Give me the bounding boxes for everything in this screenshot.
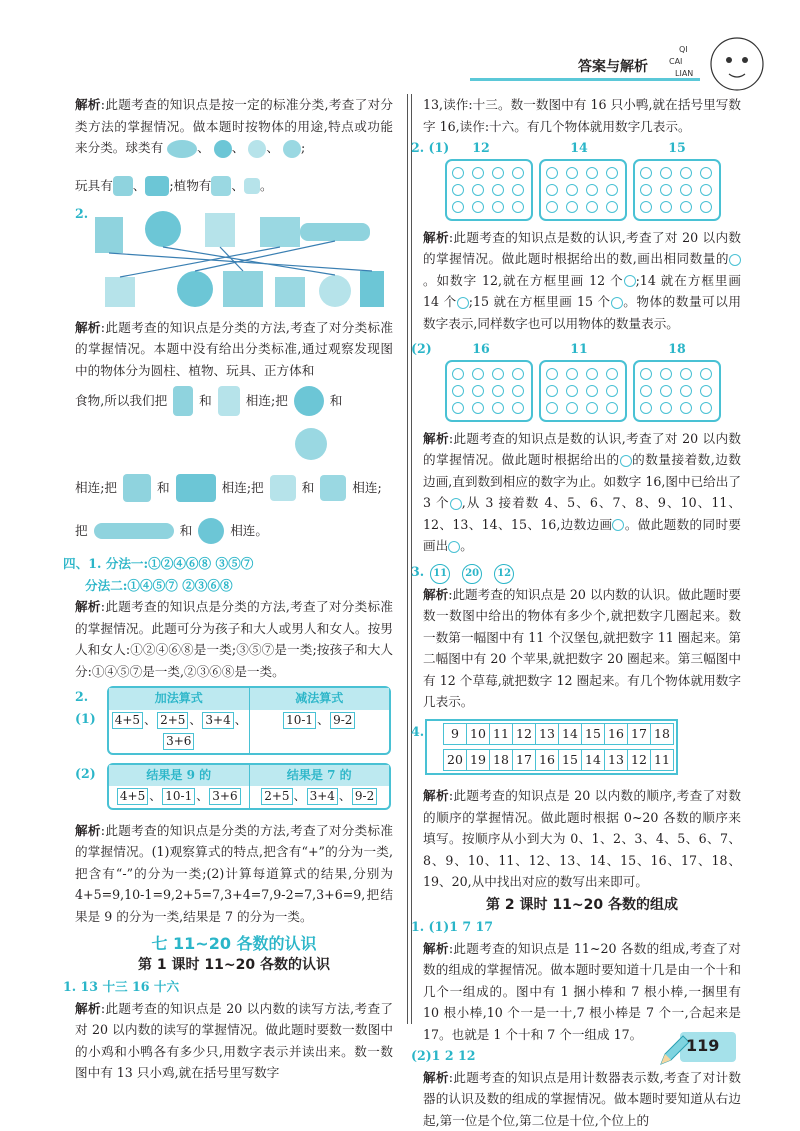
circle-mark xyxy=(512,184,524,196)
circle-mark xyxy=(680,402,692,414)
header-title: 答案与解析 xyxy=(578,56,648,76)
plant-icon xyxy=(211,176,231,196)
circle-mark xyxy=(640,402,652,414)
circle-mark xyxy=(606,385,618,397)
analysis-paragraph: 解析:此题考查的知识点是数的认识,考查了对 20 以内数的掌握情况。做此题时根据给出的 的数量接着数,边数边画,直到数到相应的数字为止。如数字 16,图中已给出了 3 个 ,从 3 接着数 4、5、6、7、8、9、10、11、12、13、14、15、16,边数边画 。做此题数的同时要画出 。 xyxy=(423,428,741,557)
lesson-title: 第 1 课时 11~20 各数的认识 xyxy=(75,955,393,977)
box-number: 15 xyxy=(631,137,723,159)
ball-icon xyxy=(214,140,232,158)
analysis-paragraph: 解析:此题考查的知识点是用计数器表示数,考查了对计数器的认识及数的组成的掌握情况。做本题时要知道从右边起,第一位是个位,第二位是十位,个位上的 xyxy=(423,1067,741,1131)
circle-mark xyxy=(586,201,598,213)
circle-mark xyxy=(680,167,692,179)
box-number: 16 xyxy=(435,338,527,360)
dot-box xyxy=(539,159,627,221)
circle-mark xyxy=(640,201,652,213)
dot-box xyxy=(539,360,627,422)
circle-mark xyxy=(472,385,484,397)
analysis-paragraph: 13,读作:十三。数一数图中有 16 只小鸭,就在括号里写数字 16,读作:十六。有几个物体就用数字几表示。 xyxy=(423,94,741,137)
cube-icon xyxy=(270,475,296,501)
box-number: 18 xyxy=(631,338,723,360)
matching-figure: 2. xyxy=(75,203,393,313)
answer-line: 玩具有 、 ;植物有 、 。 xyxy=(75,171,393,201)
brand-logo xyxy=(665,22,775,102)
circle-mark xyxy=(472,368,484,380)
answer-line: 3. 11 20 12 xyxy=(411,561,741,584)
analysis-paragraph: 解析:此题考查的知识点是 20 以内数的顺序,考查了对数的顺序的掌握情况。做此题时根据 0~20 各数的顺序来填写。按顺序从小到大为 0、1、2、3、4、5、6、7、8、9、10、11、12、13、14、15、16、17、18、19、20,从中找出对应的数写出来即可。 xyxy=(423,785,741,893)
circle-mark xyxy=(512,167,524,179)
toy-icon xyxy=(145,176,169,196)
circle-mark xyxy=(452,184,464,196)
right-column xyxy=(423,94,741,1131)
circle-mark xyxy=(546,184,558,196)
circle-icon xyxy=(729,254,741,266)
answer-line: 四、1. 分法一:①②④⑥⑧ ③⑤⑦ xyxy=(63,553,393,575)
circle-mark xyxy=(586,167,598,179)
column-divider xyxy=(411,94,412,1024)
circle-mark xyxy=(700,167,712,179)
circle-mark xyxy=(700,402,712,414)
circle-mark xyxy=(546,167,558,179)
circle-mark xyxy=(492,385,504,397)
circle-mark xyxy=(680,368,692,380)
section-title: 七 11~20 各数的认识 xyxy=(75,933,393,955)
volleyball-icon xyxy=(283,140,301,158)
circle-mark xyxy=(640,184,652,196)
circle-mark xyxy=(492,201,504,213)
circle-mark xyxy=(700,368,712,380)
answer-line: 食物,所以我们把 和 相连;把 和 xyxy=(75,381,393,421)
dot-box xyxy=(445,360,533,422)
circle-mark xyxy=(660,167,672,179)
circle-mark xyxy=(566,385,578,397)
circle-mark xyxy=(492,368,504,380)
circle-mark xyxy=(546,368,558,380)
dot-box xyxy=(445,159,533,221)
circle-mark xyxy=(512,368,524,380)
analysis-paragraph: 解析:此题考查的知识点是分类的方法,考查了对分类标准的掌握情况。(1)观察算式的特点,把含有“+”的分为一类,把含有“-”的分为一类;(2)计算每道算式的结果,分别为 4+5=9,10-1=9,2+5=7,3+4=7,9-2=7,3+6=9,把结果是 9 的分为一类,结果是 7 的分为一类。 xyxy=(75,820,393,928)
sequence-table: 9 10 11 12 13 14 15 16 17 18 20 19 18 17 16 15 14 13 12 11 xyxy=(443,723,674,771)
circle-mark xyxy=(566,368,578,380)
circle-mark xyxy=(586,184,598,196)
circle-mark xyxy=(512,385,524,397)
circle-mark xyxy=(586,385,598,397)
circle-mark xyxy=(640,368,652,380)
circle-mark xyxy=(452,385,464,397)
circle-mark xyxy=(680,385,692,397)
circle-mark xyxy=(660,385,672,397)
column-divider xyxy=(407,94,408,1024)
cylinder-icon xyxy=(218,386,240,416)
circle-mark xyxy=(606,201,618,213)
analysis-paragraph: 解析:此题考查的知识点是 11~20 各数的组成,考查了对数的组成的掌握情况。做本题时要知道十几是由一个十和几个一组成的。图中有 1 捆小棒和 7 根小棒,一捆里有 10 根小棒,10 个一是一十,7 根小棒是 7 个一,合起来是 17。也就是 1 个十和 7 个一组成 17。 xyxy=(423,938,741,1046)
circle-icon xyxy=(457,297,469,309)
box-number: 11 xyxy=(533,338,625,360)
circle-mark xyxy=(606,184,618,196)
left-column xyxy=(75,94,393,1084)
circle-mark xyxy=(660,402,672,414)
toy-icon xyxy=(113,176,133,196)
circle-mark xyxy=(700,385,712,397)
circle-mark xyxy=(492,184,504,196)
circle-mark xyxy=(566,402,578,414)
answer-line xyxy=(75,421,393,467)
circle-mark xyxy=(566,201,578,213)
circle-mark xyxy=(606,368,618,380)
circle-mark xyxy=(452,368,464,380)
circle-icon xyxy=(611,297,623,309)
classification-table: 2. (1) 加法算式 减法算式 4+5 、 2+5 、 3+4 、3+6 10-1 、 9-2 xyxy=(75,686,393,755)
svg-text:LIAN: LIAN xyxy=(675,69,693,78)
circle-mark xyxy=(680,201,692,213)
circle-mark xyxy=(680,184,692,196)
circle-mark xyxy=(546,385,558,397)
circle-mark xyxy=(452,167,464,179)
answer-line: (2)1 2 12 xyxy=(411,1045,741,1067)
matching-diagram xyxy=(95,207,395,315)
analysis-paragraph: 解析:此题考查的知识点是分类的方法,考查了对分类标准的掌握情况。本题中没有给出分类标准,通过观察发现图中的物体分为圆柱、植物、玩具、正方体和 xyxy=(75,317,393,382)
answer-line: 1. (1)1 7 17 xyxy=(411,916,741,938)
plant-icon xyxy=(244,178,260,194)
food-icon xyxy=(198,518,224,544)
circle-mark xyxy=(472,201,484,213)
circle-icon xyxy=(448,541,460,553)
circle-mark xyxy=(546,402,558,414)
analysis-paragraph: 解析:此题考查的知识点是分类的方法,考查了对分类标准的掌握情况。此题可分为孩子和大人或男人和女人。按男人和女人:①②④⑥⑧是一类;③⑤⑦是一类;按孩子和大人分:①④⑤⑦是一类,②③⑥⑧是一类。 xyxy=(75,596,393,682)
football-icon xyxy=(167,140,197,158)
number-sequence: 4. 9 10 11 12 13 14 15 16 17 18 20 19 18 17 16 15 14 13 12 11 xyxy=(423,719,741,782)
dot-box xyxy=(633,159,721,221)
lesson-title: 第 2 课时 11~20 各数的组成 xyxy=(423,895,741,917)
circle-mark xyxy=(660,184,672,196)
circle-mark xyxy=(452,402,464,414)
circle-mark xyxy=(566,167,578,179)
circle-mark xyxy=(700,184,712,196)
dot-box xyxy=(633,360,721,422)
circle-mark xyxy=(606,402,618,414)
tree-icon xyxy=(295,428,327,460)
answer-line: 把 和 相连。 xyxy=(75,509,393,553)
dot-box-group-1: 12 14 15 2. (1) xyxy=(423,137,741,221)
box-number: 14 xyxy=(533,137,625,159)
box-number: 12 xyxy=(435,137,527,159)
analysis-paragraph: 解析:此题考查的知识点是数的认识,考查了对 20 以内数的掌握情况。做此题时根据给出的数,画出相同数量的。如数字 12,就在方框里画 12 个 ;14 就在方框里画 14 个 ;15 就在方框里画 15 个 。物体的数量可以用数字表示,同样数字也可以用物体的数量表示。 xyxy=(423,227,741,335)
circle-mark xyxy=(700,201,712,213)
page-number: 119 xyxy=(686,1036,719,1055)
answer-line: 1. 13 十三 16 十六 xyxy=(63,976,393,998)
circle-mark xyxy=(492,402,504,414)
tree-icon xyxy=(294,386,324,416)
circle-icon xyxy=(612,519,624,531)
analysis-paragraph: 解析:此题考查的知识点是 20 以内数的读写方法,考查了对 20 以内数的读写的掌握情况。做此题时要数一数图中的小鸡和小鸭各有多少只,用数字表示并读出来。数一数图中有 13 只小鸡,就在括号里写数字 xyxy=(75,998,393,1084)
analysis-paragraph: 解析:此题考查的知识点是按一定的标准分类,考查了对分类方法的掌握情况。做本题时按物体的用途,特点或功能来分类。球类有 、 、 、 ; xyxy=(75,94,393,159)
circle-mark xyxy=(452,201,464,213)
analysis-paragraph: 解析:此题考查的知识点是 20 以内数的认识。做此题时要数一数图中给出的物体有多少个,就把数字几圈起来。数一数第一幅图中有 11 个汉堡包,就把数字 11 圈起来。第二幅图中有 20 个苹果,就把数字 20 圈起来。第三幅图中有 12 个草莓,就把数字 12 圈起来。有几个物体就用数字几表示。 xyxy=(423,584,741,713)
circle-mark xyxy=(640,385,652,397)
dot-box-group-2: 16 11 18 (2) xyxy=(423,338,741,422)
circle-icon xyxy=(450,498,462,510)
circle-mark xyxy=(472,402,484,414)
bread-icon xyxy=(94,523,174,539)
circle-mark xyxy=(566,184,578,196)
circle-mark xyxy=(492,167,504,179)
answer-line: 相连;把 和 相连;把 和 相连; xyxy=(75,467,393,509)
circle-mark xyxy=(512,402,524,414)
classification-table: (2) 结果是 9 的 结果是 7 的 4+5 、 10-1 、 3+6 2+5 、 3+4 、 9-2 xyxy=(75,763,393,810)
circle-mark xyxy=(660,201,672,213)
circle-mark xyxy=(586,368,598,380)
circle-mark xyxy=(546,201,558,213)
circle-icon xyxy=(624,275,636,287)
classification-table-2: 结果是 9 的 结果是 7 的 4+5 、 10-1 、 3+6 2+5 、 3+4 、 9-2 xyxy=(107,763,391,810)
circle-icon xyxy=(620,455,632,467)
svg-text:QI: QI xyxy=(679,45,688,54)
circle-mark xyxy=(586,402,598,414)
cube-icon xyxy=(320,475,346,501)
circle-mark xyxy=(512,201,524,213)
cylinder-icon xyxy=(173,386,193,416)
soccer-ball-icon xyxy=(248,140,266,158)
circle-mark xyxy=(640,167,652,179)
answer-line: 分法二:①④⑤⑦ ②③⑥⑧ xyxy=(85,575,393,597)
circle-mark xyxy=(472,167,484,179)
circle-mark xyxy=(660,368,672,380)
svg-text:CAI: CAI xyxy=(669,57,682,66)
toy-train-icon xyxy=(176,474,216,502)
circle-mark xyxy=(606,167,618,179)
toy-icon xyxy=(123,474,151,502)
classification-table-1: 加法算式 减法算式 4+5 、 2+5 、 3+4 、3+6 10-1 、 9-2 xyxy=(107,686,391,755)
circle-mark xyxy=(472,184,484,196)
